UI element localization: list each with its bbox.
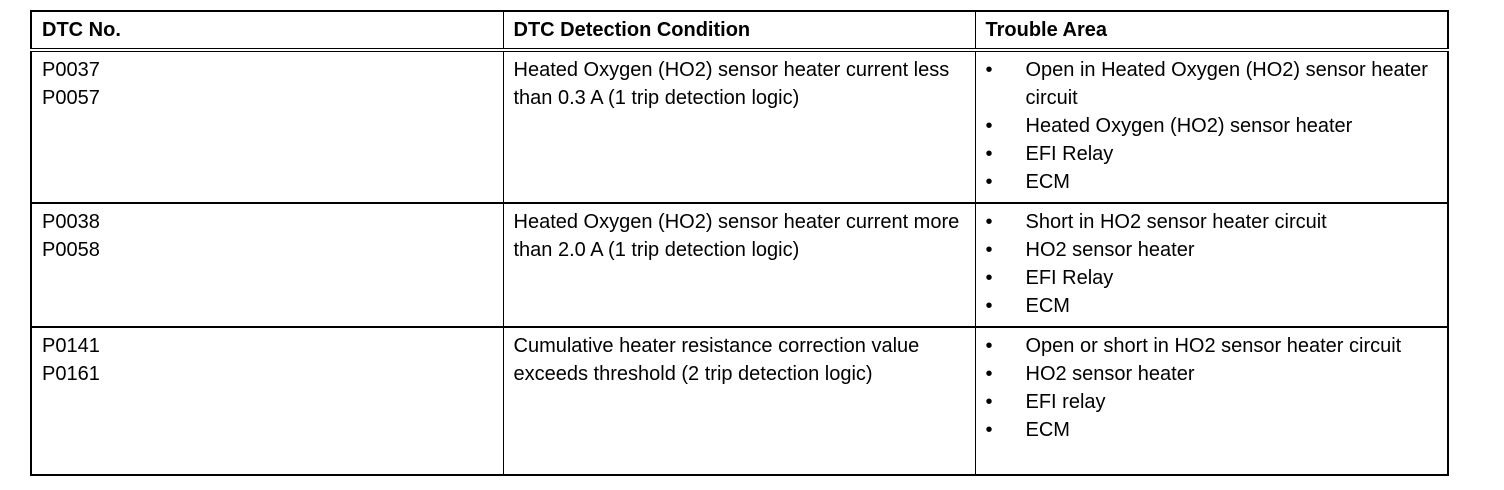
list-item [986, 140, 1438, 168]
header-detection-condition: DTC Detection Condition [503, 11, 975, 50]
detection-condition-cell: Heated Oxygen (HO2) sensor heater current more than 2.0 A (1 trip detection logic) [503, 203, 975, 327]
dtc-code: P0058 [42, 239, 100, 261]
trouble-area-text: ECM [1025, 171, 1070, 193]
header-trouble-area: Trouble Area [975, 11, 1448, 50]
bullet-icon: • [985, 295, 993, 317]
dtc-code: P0161 [42, 363, 100, 385]
trouble-area-text: HO2 sensor heater [1025, 239, 1195, 261]
bullet-icon: • [985, 391, 993, 413]
trouble-area-cell [975, 327, 1448, 475]
dtc-codes-cell [31, 327, 503, 475]
list-item [986, 264, 1438, 292]
bullet-icon: • [985, 419, 993, 441]
bullet-icon: • [985, 115, 993, 137]
trouble-area-cell [975, 50, 1448, 203]
trouble-area-text: EFI Relay [1025, 143, 1114, 165]
dtc-code: P0057 [42, 87, 100, 109]
trouble-area-text: HO2 sensor heater [1025, 363, 1195, 385]
list-item [986, 332, 1438, 360]
list-item [986, 112, 1438, 140]
bullet-icon: • [985, 335, 993, 357]
trouble-area-text: Heated Oxygen (HO2) sensor heater [1025, 115, 1353, 137]
list-item [986, 236, 1438, 264]
list-item [986, 388, 1438, 416]
list-item [986, 292, 1438, 320]
dtc-code: P0141 [42, 335, 100, 357]
dtc-code: P0037 [42, 59, 100, 81]
trouble-area-text: ECM [1025, 295, 1070, 317]
list-item [986, 208, 1438, 236]
table-row [31, 50, 1448, 203]
header-row [31, 11, 1448, 50]
trouble-area-list [986, 56, 1438, 196]
bullet-icon: • [985, 59, 993, 81]
detection-condition-cell: Heated Oxygen (HO2) sensor heater current less than 0.3 A (1 trip detection logic) [503, 50, 975, 203]
trouble-area-text: Open or short in HO2 sensor heater circuit [1025, 335, 1402, 357]
trouble-area-text: EFI relay [1025, 391, 1106, 413]
bullet-icon: • [985, 363, 993, 385]
trouble-area-text: ECM [1025, 419, 1070, 441]
bullet-icon: • [985, 239, 993, 261]
dtc-code: P0038 [42, 211, 100, 233]
table-row [31, 203, 1448, 327]
list-item [986, 56, 1438, 112]
dtc-codes-cell [31, 50, 503, 203]
list-item [986, 416, 1438, 444]
bullet-icon: • [985, 211, 993, 233]
trouble-area-text: Short in HO2 sensor heater circuit [1025, 211, 1327, 233]
trouble-area-cell [975, 203, 1448, 327]
detection-condition-cell: Cumulative heater resistance correction value exceeds threshold (2 trip detection logic) [503, 327, 975, 475]
bullet-icon: • [985, 171, 993, 193]
dtc-codes-cell [31, 203, 503, 327]
bullet-icon: • [985, 267, 993, 289]
list-item [986, 360, 1438, 388]
trouble-area-text: Open in Heated Oxygen (HO2) sensor heater circuit [1025, 59, 1428, 109]
trouble-area-list [986, 208, 1438, 320]
trouble-area-text: EFI Relay [1025, 267, 1114, 289]
dtc-table [30, 10, 1449, 476]
table-row [31, 327, 1448, 475]
list-item [986, 168, 1438, 196]
bullet-icon: • [985, 143, 993, 165]
trouble-area-list [986, 332, 1438, 444]
header-dtc-no: DTC No. [31, 11, 503, 50]
